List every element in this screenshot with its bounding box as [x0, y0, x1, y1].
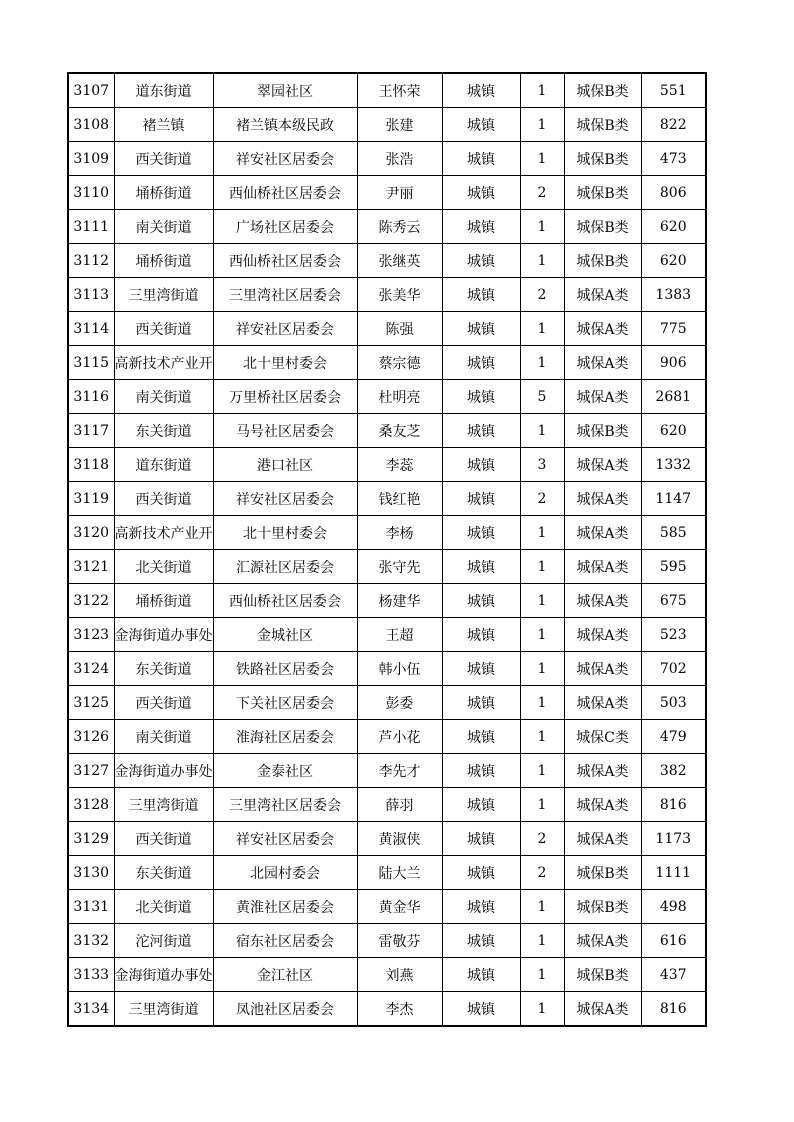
- roster-body: [68, 73, 706, 1026]
- row-number: 3125: [68, 686, 114, 720]
- area-cell: 城镇: [442, 618, 520, 652]
- name-cell: 桑友芝: [357, 414, 442, 448]
- street-cell: 南关街道: [114, 210, 213, 244]
- household-count-cell: 1: [520, 73, 564, 108]
- amount-cell: 816: [641, 788, 706, 822]
- community-cell: 翠园社区: [213, 73, 357, 108]
- row-number: 3111: [68, 210, 114, 244]
- name-cell: 陈强: [357, 312, 442, 346]
- row-number: 3130: [68, 856, 114, 890]
- row-number: 3127: [68, 754, 114, 788]
- row-number: 3108: [68, 108, 114, 142]
- table-row: [68, 278, 706, 312]
- row-number: 3123: [68, 618, 114, 652]
- category-cell: 城保A类: [564, 686, 641, 720]
- community-cell: 宿东社区居委会: [213, 924, 357, 958]
- row-number: 3132: [68, 924, 114, 958]
- street-cell: 三里湾街道: [114, 278, 213, 312]
- amount-cell: 595: [641, 550, 706, 584]
- street-cell: 高新技术产业开: [114, 516, 213, 550]
- household-count-cell: 1: [520, 516, 564, 550]
- area-cell: 城镇: [442, 482, 520, 516]
- area-cell: 城镇: [442, 652, 520, 686]
- amount-cell: 1173: [641, 822, 706, 856]
- community-cell: 三里湾社区居委会: [213, 278, 357, 312]
- name-cell: 张美华: [357, 278, 442, 312]
- name-cell: 李蕊: [357, 448, 442, 482]
- area-cell: 城镇: [442, 448, 520, 482]
- community-cell: 金城社区: [213, 618, 357, 652]
- name-cell: 李杰: [357, 992, 442, 1027]
- name-cell: 芦小花: [357, 720, 442, 754]
- street-cell: 北关街道: [114, 550, 213, 584]
- household-count-cell: 1: [520, 414, 564, 448]
- area-cell: 城镇: [442, 584, 520, 618]
- category-cell: 城保B类: [564, 958, 641, 992]
- area-cell: 城镇: [442, 176, 520, 210]
- community-cell: 黄淮社区居委会: [213, 890, 357, 924]
- row-number: 3107: [68, 73, 114, 108]
- category-cell: 城保B类: [564, 244, 641, 278]
- community-cell: 西仙桥社区居委会: [213, 244, 357, 278]
- name-cell: 陈秀云: [357, 210, 442, 244]
- household-count-cell: 1: [520, 890, 564, 924]
- street-cell: 西关街道: [114, 142, 213, 176]
- row-number: 3117: [68, 414, 114, 448]
- amount-cell: 1111: [641, 856, 706, 890]
- amount-cell: 2681: [641, 380, 706, 414]
- name-cell: 雷敬芬: [357, 924, 442, 958]
- area-cell: 城镇: [442, 856, 520, 890]
- category-cell: 城保A类: [564, 550, 641, 584]
- table-row: [68, 448, 706, 482]
- name-cell: 杨建华: [357, 584, 442, 618]
- street-cell: 东关街道: [114, 414, 213, 448]
- table-row: [68, 176, 706, 210]
- name-cell: 王怀荣: [357, 73, 442, 108]
- table-row: [68, 516, 706, 550]
- amount-cell: 1383: [641, 278, 706, 312]
- community-cell: 万里桥社区居委会: [213, 380, 357, 414]
- category-cell: 城保A类: [564, 380, 641, 414]
- table-row: [68, 720, 706, 754]
- community-cell: 凤池社区居委会: [213, 992, 357, 1027]
- table-row: [68, 890, 706, 924]
- community-cell: 褚兰镇本级民政: [213, 108, 357, 142]
- street-cell: 金海街道办事处: [114, 958, 213, 992]
- household-count-cell: 1: [520, 788, 564, 822]
- category-cell: 城保A类: [564, 482, 641, 516]
- row-number: 3133: [68, 958, 114, 992]
- community-cell: 祥安社区居委会: [213, 822, 357, 856]
- community-cell: 金泰社区: [213, 754, 357, 788]
- category-cell: 城保B类: [564, 73, 641, 108]
- table-row: [68, 584, 706, 618]
- row-number: 3122: [68, 584, 114, 618]
- street-cell: 道东街道: [114, 73, 213, 108]
- category-cell: 城保A类: [564, 312, 641, 346]
- amount-cell: 382: [641, 754, 706, 788]
- community-cell: 广场社区居委会: [213, 210, 357, 244]
- street-cell: 东关街道: [114, 856, 213, 890]
- table-row: [68, 992, 706, 1027]
- street-cell: 高新技术产业开: [114, 346, 213, 380]
- street-cell: 南关街道: [114, 380, 213, 414]
- amount-cell: 523: [641, 618, 706, 652]
- household-count-cell: 1: [520, 652, 564, 686]
- community-cell: 港口社区: [213, 448, 357, 482]
- community-cell: 淮海社区居委会: [213, 720, 357, 754]
- community-cell: 金江社区: [213, 958, 357, 992]
- row-number: 3118: [68, 448, 114, 482]
- amount-cell: 503: [641, 686, 706, 720]
- category-cell: 城保A类: [564, 516, 641, 550]
- row-number: 3113: [68, 278, 114, 312]
- category-cell: 城保A类: [564, 618, 641, 652]
- street-cell: 埇桥街道: [114, 176, 213, 210]
- area-cell: 城镇: [442, 754, 520, 788]
- street-cell: 褚兰镇: [114, 108, 213, 142]
- name-cell: 王超: [357, 618, 442, 652]
- row-number: 3119: [68, 482, 114, 516]
- household-count-cell: 2: [520, 176, 564, 210]
- name-cell: 黄淑侠: [357, 822, 442, 856]
- amount-cell: 551: [641, 73, 706, 108]
- amount-cell: 675: [641, 584, 706, 618]
- table-row: [68, 788, 706, 822]
- area-cell: 城镇: [442, 788, 520, 822]
- name-cell: 薛羽: [357, 788, 442, 822]
- area-cell: 城镇: [442, 346, 520, 380]
- household-count-cell: 1: [520, 244, 564, 278]
- street-cell: 西关街道: [114, 822, 213, 856]
- street-cell: 金海街道办事处: [114, 618, 213, 652]
- row-number: 3131: [68, 890, 114, 924]
- street-cell: 三里湾街道: [114, 992, 213, 1027]
- row-number: 3121: [68, 550, 114, 584]
- street-cell: 道东街道: [114, 448, 213, 482]
- household-count-cell: 1: [520, 618, 564, 652]
- household-count-cell: 1: [520, 142, 564, 176]
- name-cell: 尹丽: [357, 176, 442, 210]
- name-cell: 陆大兰: [357, 856, 442, 890]
- category-cell: 城保A类: [564, 448, 641, 482]
- table-row: [68, 73, 706, 108]
- table-row: [68, 210, 706, 244]
- table-row: [68, 380, 706, 414]
- street-cell: 三里湾街道: [114, 788, 213, 822]
- table-row: [68, 856, 706, 890]
- category-cell: 城保C类: [564, 720, 641, 754]
- street-cell: 埇桥街道: [114, 244, 213, 278]
- street-cell: 西关街道: [114, 686, 213, 720]
- amount-cell: 616: [641, 924, 706, 958]
- community-cell: 祥安社区居委会: [213, 482, 357, 516]
- row-number: 3120: [68, 516, 114, 550]
- table-row: [68, 108, 706, 142]
- area-cell: 城镇: [442, 890, 520, 924]
- row-number: 3112: [68, 244, 114, 278]
- amount-cell: 479: [641, 720, 706, 754]
- table-row: [68, 482, 706, 516]
- name-cell: 张守先: [357, 550, 442, 584]
- household-count-cell: 1: [520, 584, 564, 618]
- name-cell: 张继英: [357, 244, 442, 278]
- table-row: [68, 414, 706, 448]
- row-number: 3109: [68, 142, 114, 176]
- table-row: [68, 142, 706, 176]
- amount-cell: 806: [641, 176, 706, 210]
- table-row: [68, 924, 706, 958]
- community-cell: 北十里村委会: [213, 346, 357, 380]
- category-cell: 城保B类: [564, 176, 641, 210]
- amount-cell: 473: [641, 142, 706, 176]
- category-cell: 城保B类: [564, 414, 641, 448]
- amount-cell: 1147: [641, 482, 706, 516]
- area-cell: 城镇: [442, 210, 520, 244]
- name-cell: 杜明亮: [357, 380, 442, 414]
- area-cell: 城镇: [442, 108, 520, 142]
- household-count-cell: 1: [520, 210, 564, 244]
- amount-cell: 585: [641, 516, 706, 550]
- household-count-cell: 3: [520, 448, 564, 482]
- street-cell: 埇桥街道: [114, 584, 213, 618]
- area-cell: 城镇: [442, 516, 520, 550]
- household-count-cell: 1: [520, 754, 564, 788]
- amount-cell: 906: [641, 346, 706, 380]
- row-number: 3114: [68, 312, 114, 346]
- category-cell: 城保B类: [564, 142, 641, 176]
- category-cell: 城保A类: [564, 584, 641, 618]
- name-cell: 钱红艳: [357, 482, 442, 516]
- row-number: 3129: [68, 822, 114, 856]
- table-row: [68, 686, 706, 720]
- street-cell: 金海街道办事处: [114, 754, 213, 788]
- street-cell: 西关街道: [114, 312, 213, 346]
- area-cell: 城镇: [442, 550, 520, 584]
- name-cell: 张浩: [357, 142, 442, 176]
- community-cell: 马号社区居委会: [213, 414, 357, 448]
- area-cell: 城镇: [442, 822, 520, 856]
- row-number: 3116: [68, 380, 114, 414]
- category-cell: 城保A类: [564, 278, 641, 312]
- amount-cell: 1332: [641, 448, 706, 482]
- community-cell: 汇源社区居委会: [213, 550, 357, 584]
- amount-cell: 620: [641, 210, 706, 244]
- area-cell: 城镇: [442, 312, 520, 346]
- name-cell: 李杨: [357, 516, 442, 550]
- row-number: 3126: [68, 720, 114, 754]
- area-cell: 城镇: [442, 686, 520, 720]
- community-cell: 下关社区居委会: [213, 686, 357, 720]
- category-cell: 城保A类: [564, 992, 641, 1027]
- street-cell: 西关街道: [114, 482, 213, 516]
- area-cell: 城镇: [442, 278, 520, 312]
- area-cell: 城镇: [442, 924, 520, 958]
- table-row: [68, 346, 706, 380]
- area-cell: 城镇: [442, 958, 520, 992]
- name-cell: 张建: [357, 108, 442, 142]
- street-cell: 北关街道: [114, 890, 213, 924]
- category-cell: 城保A类: [564, 652, 641, 686]
- area-cell: 城镇: [442, 73, 520, 108]
- table-row: [68, 822, 706, 856]
- table-row: [68, 754, 706, 788]
- roster-table: [67, 72, 707, 1027]
- table-row: [68, 312, 706, 346]
- household-count-cell: 1: [520, 958, 564, 992]
- table-row: [68, 652, 706, 686]
- household-count-cell: 2: [520, 482, 564, 516]
- amount-cell: 620: [641, 244, 706, 278]
- community-cell: 铁路社区居委会: [213, 652, 357, 686]
- amount-cell: 437: [641, 958, 706, 992]
- name-cell: 彭委: [357, 686, 442, 720]
- household-count-cell: 1: [520, 720, 564, 754]
- row-number: 3134: [68, 992, 114, 1027]
- area-cell: 城镇: [442, 142, 520, 176]
- community-cell: 北园村委会: [213, 856, 357, 890]
- household-count-cell: 1: [520, 550, 564, 584]
- street-cell: 沱河街道: [114, 924, 213, 958]
- street-cell: 东关街道: [114, 652, 213, 686]
- category-cell: 城保B类: [564, 108, 641, 142]
- community-cell: 祥安社区居委会: [213, 142, 357, 176]
- amount-cell: 702: [641, 652, 706, 686]
- area-cell: 城镇: [442, 720, 520, 754]
- category-cell: 城保B类: [564, 890, 641, 924]
- amount-cell: 775: [641, 312, 706, 346]
- household-count-cell: 1: [520, 346, 564, 380]
- amount-cell: 498: [641, 890, 706, 924]
- community-cell: 祥安社区居委会: [213, 312, 357, 346]
- row-number: 3128: [68, 788, 114, 822]
- table-row: [68, 958, 706, 992]
- household-count-cell: 2: [520, 822, 564, 856]
- category-cell: 城保A类: [564, 924, 641, 958]
- name-cell: 黄金华: [357, 890, 442, 924]
- table-row: [68, 618, 706, 652]
- row-number: 3124: [68, 652, 114, 686]
- street-cell: 南关街道: [114, 720, 213, 754]
- community-cell: 北十里村委会: [213, 516, 357, 550]
- row-number: 3110: [68, 176, 114, 210]
- household-count-cell: 1: [520, 924, 564, 958]
- household-count-cell: 1: [520, 108, 564, 142]
- name-cell: 蔡宗德: [357, 346, 442, 380]
- household-count-cell: 1: [520, 992, 564, 1027]
- household-count-cell: 5: [520, 380, 564, 414]
- area-cell: 城镇: [442, 414, 520, 448]
- category-cell: 城保A类: [564, 822, 641, 856]
- community-cell: 西仙桥社区居委会: [213, 176, 357, 210]
- category-cell: 城保A类: [564, 754, 641, 788]
- row-number: 3115: [68, 346, 114, 380]
- name-cell: 刘燕: [357, 958, 442, 992]
- amount-cell: 620: [641, 414, 706, 448]
- category-cell: 城保B类: [564, 856, 641, 890]
- category-cell: 城保A类: [564, 346, 641, 380]
- amount-cell: 816: [641, 992, 706, 1027]
- community-cell: 三里湾社区居委会: [213, 788, 357, 822]
- area-cell: 城镇: [442, 992, 520, 1027]
- area-cell: 城镇: [442, 244, 520, 278]
- amount-cell: 822: [641, 108, 706, 142]
- category-cell: 城保A类: [564, 788, 641, 822]
- household-count-cell: 2: [520, 278, 564, 312]
- household-count-cell: 2: [520, 856, 564, 890]
- table-row: [68, 244, 706, 278]
- community-cell: 西仙桥社区居委会: [213, 584, 357, 618]
- category-cell: 城保B类: [564, 210, 641, 244]
- area-cell: 城镇: [442, 380, 520, 414]
- name-cell: 韩小伍: [357, 652, 442, 686]
- table-row: [68, 550, 706, 584]
- name-cell: 李先才: [357, 754, 442, 788]
- household-count-cell: 1: [520, 312, 564, 346]
- household-count-cell: 1: [520, 686, 564, 720]
